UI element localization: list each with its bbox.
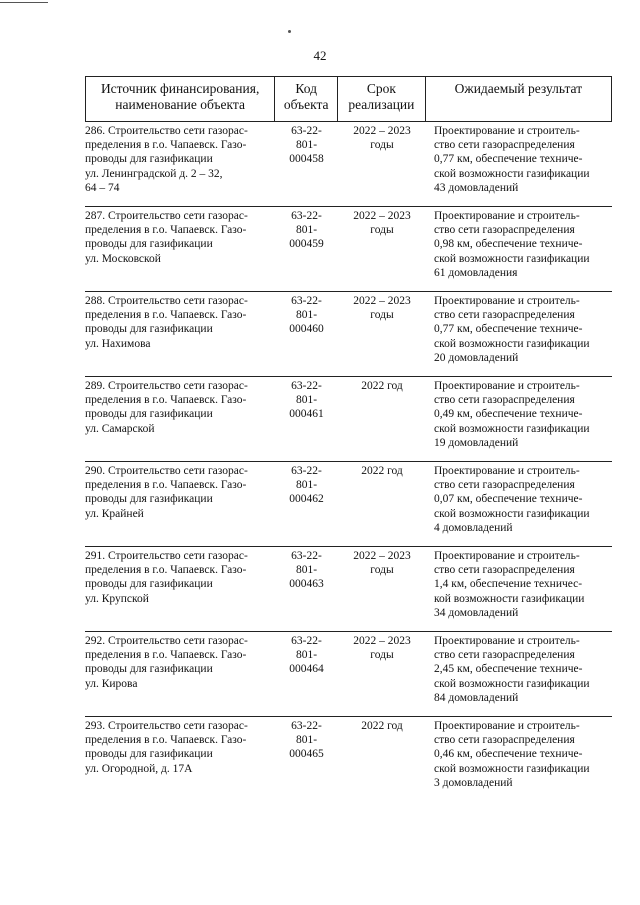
result-cell-line: Проектирование и строитель- [434, 125, 580, 137]
result-cell-line: Проектирование и строитель- [434, 635, 580, 647]
object-cell-line: ул. Московской [85, 252, 161, 265]
result-cell-line: 19 домовладений [434, 436, 519, 449]
object-cell-line: ул. Самарской [85, 422, 155, 435]
object-cell-line: проводы для газификации [85, 153, 213, 166]
object-cell-line: 288. Строительство сети газорас- [85, 295, 248, 307]
table-row [85, 122, 612, 206]
result-cell-line: ской возможности газификации [434, 252, 590, 265]
code-cell-line: 801- [295, 394, 318, 407]
object-cell-line: 291. Строительство сети газорас- [85, 550, 248, 562]
code-cell [275, 292, 338, 376]
result-cell-line: ство сети газораспределения [434, 309, 575, 322]
result-cell-line: 84 домовладений [434, 691, 519, 704]
object-cell-line: ул. Кирова [85, 677, 138, 690]
object-cell-line: ул. Ленинградской д. 2 – 32, [85, 167, 223, 180]
result-cell [426, 377, 612, 461]
object-cell [85, 547, 275, 631]
code-cell-line: 63-22- [291, 210, 322, 222]
header-line: объекта [283, 97, 329, 112]
result-cell-line: ской возможности газификации [434, 677, 590, 690]
code-cell-line: 63-22- [291, 125, 322, 137]
object-cell-line: пределения в г.о. Чапаевск. Газо- [85, 479, 247, 492]
object-cell-line: проводы для газификации [85, 408, 213, 421]
period-cell-line: 2022 – 2023 [353, 295, 411, 307]
object-cell [85, 632, 275, 716]
object-cell-line: ул. Нахимова [85, 337, 151, 350]
scan-artifact-line [0, 2, 48, 3]
period-cell-line: 2022 – 2023 [353, 125, 411, 137]
period-cell-line: 2022 – 2023 [353, 635, 411, 647]
code-cell-line: 63-22- [291, 465, 322, 477]
object-cell-line: пределения в г.о. Чапаевск. Газо- [85, 224, 247, 237]
result-cell-line: 0,77 км, обеспечение техниче- [434, 323, 583, 336]
header-line: реализации [348, 97, 415, 112]
table-header [85, 76, 612, 122]
object-cell-line: 293. Строительство сети газорас- [85, 720, 248, 732]
object-cell-line: 289. Строительство сети газорас- [85, 380, 248, 392]
period-cell [338, 207, 426, 291]
object-cell-line: проводы для газификации [85, 663, 213, 676]
result-cell-line: ство сети газораспределения [434, 139, 575, 152]
code-cell-line: 000463 [289, 578, 324, 591]
result-cell [426, 632, 612, 716]
code-cell-line: 63-22- [291, 550, 322, 562]
period-cell-line: годы [370, 564, 394, 577]
header-result [426, 77, 611, 121]
result-cell-line: 1,4 км, обеспечение техничес- [434, 578, 583, 591]
code-cell-line: 801- [295, 649, 318, 662]
object-cell-line: пределения в г.о. Чапаевск. Газо- [85, 734, 247, 747]
result-cell-line: ство сети газораспределения [434, 479, 575, 492]
result-cell [426, 207, 612, 291]
code-cell [275, 207, 338, 291]
result-cell-line: ской возможности газификации [434, 507, 590, 520]
object-cell-line: ул. Крайней [85, 507, 144, 520]
period-cell [338, 632, 426, 716]
table-row [85, 631, 612, 716]
result-cell-line: кой возможности газификации [434, 592, 585, 605]
header-line: наименование объекта [115, 97, 245, 112]
header-line: Источник финансирования, [100, 81, 260, 96]
result-cell-line: Проектирование и строитель- [434, 210, 580, 222]
object-cell-line: 286. Строительство сети газорас- [85, 125, 248, 137]
object-cell-line: 64 – 74 [85, 181, 120, 194]
result-cell-line: ство сети газораспределения [434, 649, 575, 662]
object-cell-line: ул. Огородной, д. 17А [85, 762, 193, 775]
result-cell-line: Проектирование и строитель- [434, 465, 580, 477]
result-cell-line: 0,98 км, обеспечение техниче- [434, 238, 583, 251]
result-cell-line: ской возможности газификации [434, 762, 590, 775]
code-cell-line: 63-22- [291, 720, 322, 732]
result-cell [426, 122, 612, 206]
code-cell [275, 377, 338, 461]
object-cell-line: ул. Крупской [85, 592, 149, 605]
result-cell [426, 547, 612, 631]
object-cell-line: проводы для газификации [85, 238, 213, 251]
code-cell-line: 801- [295, 224, 318, 237]
code-cell-line: 801- [295, 564, 318, 577]
code-cell-line: 63-22- [291, 635, 322, 647]
object-cell [85, 462, 275, 546]
result-cell-line: 0,46 км, обеспечение техниче- [434, 748, 583, 761]
period-cell-line: годы [370, 139, 394, 152]
object-cell [85, 717, 275, 801]
period-cell-line: 2022 – 2023 [353, 550, 411, 562]
period-cell [338, 547, 426, 631]
object-cell-line: проводы для газификации [85, 748, 213, 761]
object-cell-line: проводы для газификации [85, 493, 213, 506]
period-cell [338, 292, 426, 376]
result-cell-line: 43 домовладений [434, 181, 519, 194]
period-cell-line: 2022 год [361, 465, 403, 477]
result-cell [426, 462, 612, 546]
projects-table [85, 76, 612, 801]
result-cell [426, 292, 612, 376]
page-number: 42 [313, 48, 327, 63]
period-cell [338, 377, 426, 461]
object-cell-line: 292. Строительство сети газорас- [85, 635, 248, 647]
code-cell-line: 801- [295, 139, 318, 152]
table-body [85, 122, 612, 801]
code-cell-line: 801- [295, 734, 318, 747]
period-cell-line: годы [370, 649, 394, 662]
code-cell-line: 000458 [289, 153, 324, 166]
table-row [85, 461, 612, 546]
code-cell-line: 000460 [289, 323, 324, 336]
result-cell-line: Проектирование и строитель- [434, 550, 580, 562]
object-cell-line: проводы для газификации [85, 578, 213, 591]
object-cell-line: пределения в г.о. Чапаевск. Газо- [85, 394, 247, 407]
code-cell-line: 63-22- [291, 295, 322, 307]
result-cell-line: ство сети газораспределения [434, 224, 575, 237]
object-cell-line: пределения в г.о. Чапаевск. Газо- [85, 139, 247, 152]
object-cell [85, 292, 275, 376]
result-cell-line: 34 домовладений [434, 606, 519, 619]
result-cell-line: 0,49 км, обеспечение техниче- [434, 408, 583, 421]
table-row [85, 546, 612, 631]
header-period [338, 77, 426, 121]
result-cell-line: 20 домовладений [434, 351, 519, 364]
table-row [85, 716, 612, 801]
code-cell [275, 547, 338, 631]
code-cell-line: 000462 [289, 493, 324, 506]
period-cell [338, 122, 426, 206]
period-cell [338, 717, 426, 801]
result-cell-line: 0,07 км, обеспечение техниче- [434, 493, 583, 506]
result-cell-line: ской возможности газификации [434, 422, 590, 435]
object-cell-line: пределения в г.о. Чапаевск. Газо- [85, 649, 247, 662]
table-row [85, 376, 612, 461]
result-cell-line: Проектирование и строитель- [434, 295, 580, 307]
period-cell-line: годы [370, 224, 394, 237]
scan-artifact-dot [288, 30, 291, 33]
code-cell-line: 000461 [289, 408, 324, 421]
code-cell-line: 63-22- [291, 380, 322, 392]
code-cell-line: 000464 [289, 663, 324, 676]
result-cell-line: ской возможности газификации [434, 167, 590, 180]
result-cell-line: ство сети газораспределения [434, 564, 575, 577]
period-cell-line: 2022 – 2023 [353, 210, 411, 222]
object-cell-line: 290. Строительство сети газорас- [85, 465, 248, 477]
code-cell [275, 462, 338, 546]
result-cell-line: Проектирование и строитель- [434, 380, 580, 392]
header-line: Код [295, 81, 317, 96]
header-line: Ожидаемый результат [454, 81, 583, 96]
header-source [86, 77, 275, 121]
object-cell [85, 122, 275, 206]
object-cell-line: пределения в г.о. Чапаевск. Газо- [85, 564, 247, 577]
result-cell-line: 3 домовладений [434, 776, 513, 789]
result-cell-line: 2,45 км, обеспечение техниче- [434, 663, 583, 676]
table-row [85, 206, 612, 291]
code-cell [275, 717, 338, 801]
code-cell-line: 801- [295, 479, 318, 492]
period-cell-line: 2022 год [361, 720, 403, 732]
object-cell [85, 377, 275, 461]
period-cell-line: годы [370, 309, 394, 322]
result-cell-line: ство сети газораспределения [434, 734, 575, 747]
code-cell-line: 000465 [289, 748, 324, 761]
header-code [275, 77, 338, 121]
table-row [85, 291, 612, 376]
object-cell-line: пределения в г.о. Чапаевск. Газо- [85, 309, 247, 322]
result-cell-line: 0,77 км, обеспечение техниче- [434, 153, 583, 166]
object-cell-line: проводы для газификации [85, 323, 213, 336]
object-cell [85, 207, 275, 291]
period-cell-line: 2022 год [361, 380, 403, 392]
header-line: Срок [366, 81, 396, 96]
result-cell-line: ской возможности газификации [434, 337, 590, 350]
code-cell-line: 000459 [289, 238, 324, 251]
result-cell-line: 61 домовладения [434, 266, 518, 279]
result-cell-line: Проектирование и строитель- [434, 720, 580, 732]
code-cell [275, 632, 338, 716]
period-cell [338, 462, 426, 546]
object-cell-line: 287. Строительство сети газорас- [85, 210, 248, 222]
code-cell [275, 122, 338, 206]
result-cell-line: 4 домовладений [434, 521, 513, 534]
result-cell-line: ство сети газораспределения [434, 394, 575, 407]
code-cell-line: 801- [295, 309, 318, 322]
result-cell [426, 717, 612, 801]
